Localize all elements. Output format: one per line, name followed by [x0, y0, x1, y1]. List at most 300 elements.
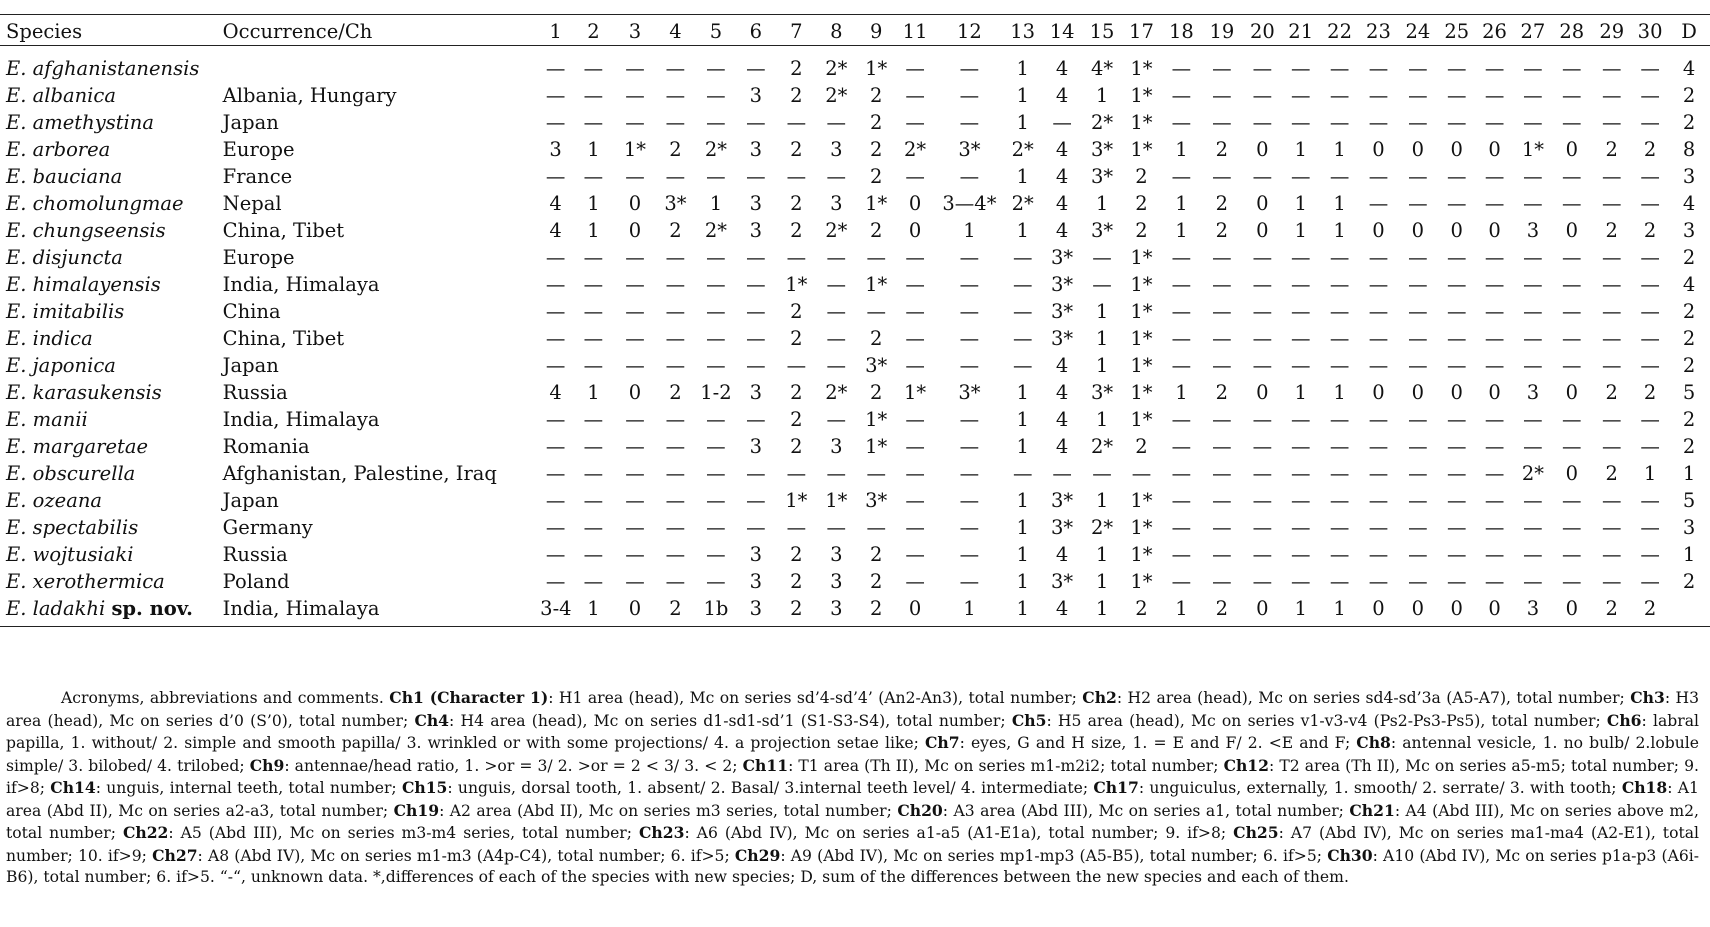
genus-abbrev: E.: [6, 111, 27, 134]
character-value: 4: [1055, 435, 1069, 458]
character-value: —: [1171, 462, 1192, 485]
character-value: 3: [749, 84, 763, 107]
occurrence-cell: France: [222, 165, 293, 188]
character-value: —: [665, 489, 686, 512]
species-epithet: chomolungmae: [32, 192, 184, 215]
character-value: 3*: [1051, 489, 1074, 512]
character-value: —: [1601, 489, 1622, 512]
character-value: —: [545, 570, 566, 593]
character-value: 3: [830, 597, 843, 620]
character-value: —: [1562, 84, 1582, 107]
character-value: —: [706, 543, 726, 566]
table-row: [0, 325, 1710, 352]
character-value: —: [1447, 543, 1467, 566]
character-value: 1*: [865, 273, 888, 296]
character-value: —: [866, 246, 886, 269]
character-value: —: [1212, 84, 1232, 107]
table-row: [0, 136, 1710, 163]
character-value: 1: [1016, 165, 1029, 188]
character-value: —: [1329, 300, 1350, 323]
character-value: —: [1171, 246, 1192, 269]
character-value: —: [583, 273, 604, 296]
character-value: —: [665, 543, 686, 566]
species-name: [0, 45, 223, 82]
character-value: 1*: [865, 57, 888, 80]
character-value: —: [1523, 489, 1543, 512]
difference-sum: 4: [1682, 192, 1696, 215]
character-value: 2*: [1521, 462, 1544, 485]
character-value: 1*: [785, 273, 808, 296]
character-value: —: [1092, 462, 1112, 485]
table-row: [0, 217, 1710, 244]
character-value: —: [959, 57, 980, 80]
character-value: 2: [1135, 435, 1148, 458]
character-value: —: [625, 246, 645, 269]
character-value: —: [1447, 192, 1467, 215]
character-value: —: [1171, 273, 1192, 296]
character-value: —: [1523, 408, 1543, 431]
character-value: 3: [749, 543, 763, 566]
character-comparison-table: [0, 17, 1710, 622]
character-value: —: [959, 273, 980, 296]
character-value: 1*: [1130, 543, 1153, 566]
character-value: —: [959, 246, 980, 269]
table-row: [0, 163, 1710, 190]
character-value: —: [826, 111, 847, 134]
character-value: —: [1447, 300, 1467, 323]
character-value: 0: [1565, 597, 1578, 620]
character-value: 1: [587, 192, 600, 215]
difference-sum: [1668, 595, 1710, 622]
footnote-text: : H2 area (head), Mc on series sd4-sd’3a (A5-A7), total number;: [1116, 689, 1631, 707]
character-value: —: [1447, 327, 1467, 350]
character-value: —: [905, 246, 925, 269]
character-value: 2: [790, 84, 803, 107]
species-name: [0, 109, 223, 136]
header-char: 30: [1637, 19, 1663, 43]
character-value: —: [1523, 246, 1543, 269]
header-char: 28: [1559, 19, 1585, 43]
character-value: —: [1408, 84, 1428, 107]
character-value: —: [905, 165, 925, 188]
character-value: 4: [1055, 84, 1069, 107]
character-value: —: [665, 273, 686, 296]
character-value: 3—4*: [942, 192, 997, 215]
character-value: 3: [830, 435, 843, 458]
character-value: 1*: [1130, 408, 1153, 431]
character-value: —: [1601, 300, 1622, 323]
table-row: [0, 109, 1710, 136]
character-value: 2*: [1090, 111, 1114, 134]
character-value: —: [1640, 57, 1660, 80]
table-row: [0, 487, 1710, 514]
footnote-char-label: Ch18: [1621, 778, 1668, 797]
character-value: —: [545, 327, 566, 350]
character-value: —: [1212, 354, 1232, 377]
new-species-tag: sp. nov.: [111, 597, 193, 620]
character-value: —: [583, 408, 604, 431]
character-value: 0: [1565, 219, 1578, 242]
character-value: 0: [908, 597, 922, 620]
header-char: 26: [1482, 19, 1507, 43]
character-value: 3-4: [540, 597, 572, 620]
character-value: —: [706, 570, 726, 593]
header-char: 11: [902, 19, 928, 43]
character-value: —: [583, 84, 604, 107]
character-value: —: [1640, 300, 1660, 323]
character-value: 2: [790, 57, 803, 80]
species-epithet: albanica: [32, 84, 116, 107]
character-value: —: [583, 543, 604, 566]
character-value: 2*: [825, 57, 848, 80]
species-epithet: ladakhi: [32, 597, 106, 620]
character-value: —: [1212, 300, 1232, 323]
character-value: —: [1329, 543, 1350, 566]
table-row: [0, 244, 1710, 271]
footnote-text: : A4 (Abd III), Mc on series above m2, total number;: [6, 801, 1700, 842]
footnote-text: : H1 area (head), Mc on series sd’4-sd’4’ (An2-An3), total number;: [548, 689, 1083, 707]
character-value: —: [1562, 246, 1582, 269]
character-value: —: [826, 273, 847, 296]
character-value: —: [665, 300, 686, 323]
character-value: 1: [1175, 597, 1188, 620]
character-value: —: [1368, 462, 1389, 485]
character-value: —: [1171, 327, 1192, 350]
character-value: —: [1252, 246, 1273, 269]
character-value: —: [746, 516, 766, 539]
footnote-text: : A1 area (Abd II), Mc on series a2-a3, total number;: [6, 779, 1699, 820]
character-value: —: [1484, 408, 1505, 431]
character-value: 1: [1294, 219, 1307, 242]
character-value: —: [1329, 246, 1350, 269]
species-epithet: margaretae: [32, 435, 149, 458]
character-value: —: [625, 435, 645, 458]
character-value: 2: [669, 219, 682, 242]
character-value: —: [959, 462, 980, 485]
species-name: [0, 244, 223, 271]
character-value: —: [665, 327, 686, 350]
character-value: —: [706, 57, 726, 80]
difference-sum: 3: [1682, 219, 1696, 242]
character-value: —: [1368, 165, 1389, 188]
character-value: —: [959, 435, 980, 458]
character-value: 2*: [704, 138, 727, 161]
character-value: —: [1052, 462, 1072, 485]
character-value: 0: [1488, 597, 1501, 620]
character-value: —: [1252, 327, 1273, 350]
character-value: 2: [790, 327, 803, 350]
species-name: [0, 325, 223, 352]
character-value: —: [1252, 273, 1273, 296]
species-epithet: manii: [32, 408, 88, 431]
character-value: —: [1212, 57, 1232, 80]
top-rule: [0, 14, 1710, 15]
character-value: —: [905, 462, 925, 485]
character-value: 1*: [1521, 138, 1544, 161]
character-value: 0: [1256, 597, 1269, 620]
footnote-char-label: Ch19: [393, 800, 440, 820]
character-value: 2*: [1090, 435, 1114, 458]
species-name: [0, 487, 223, 514]
character-value: —: [1252, 111, 1273, 134]
character-value: 2: [1135, 165, 1148, 188]
character-value: 2*: [1011, 192, 1034, 215]
character-value: —: [1447, 57, 1467, 80]
character-value: 2: [790, 435, 803, 458]
character-value: —: [1640, 489, 1660, 512]
character-value: 1: [1175, 192, 1188, 215]
character-value: —: [1171, 300, 1192, 323]
character-value: —: [786, 165, 807, 188]
character-value: —: [786, 354, 807, 377]
character-value: —: [1290, 516, 1311, 539]
table-row: [0, 541, 1710, 568]
character-value: —: [625, 408, 645, 431]
character-value: —: [1329, 111, 1350, 134]
character-value: 1: [1095, 84, 1109, 107]
character-value: —: [1601, 246, 1622, 269]
footnote-char-label: Ch11: [742, 755, 789, 775]
header-species: Species: [6, 19, 83, 43]
character-value: 3: [749, 381, 763, 404]
character-value: —: [545, 111, 566, 134]
header-char: 14: [1049, 19, 1075, 43]
character-value: —: [786, 516, 807, 539]
character-value: —: [1484, 543, 1505, 566]
genus-abbrev: E.: [6, 138, 27, 161]
character-value: —: [1523, 165, 1543, 188]
character-value: 1*: [825, 489, 848, 512]
character-value: 4: [1055, 381, 1069, 404]
character-value: 3*: [958, 138, 981, 161]
character-value: —: [1601, 327, 1622, 350]
character-value: —: [1484, 354, 1505, 377]
character-value: —: [665, 462, 686, 485]
character-value: —: [1408, 354, 1428, 377]
character-value: —: [583, 354, 604, 377]
difference-sum: 2: [1682, 300, 1696, 323]
character-value: —: [1523, 192, 1543, 215]
character-value: —: [1601, 111, 1622, 134]
character-value: —: [1447, 84, 1467, 107]
character-value: 3: [749, 435, 763, 458]
character-value: 2: [870, 381, 883, 404]
species-epithet: indica: [32, 327, 93, 350]
character-value: —: [545, 543, 566, 566]
character-value: 1*: [1130, 516, 1153, 539]
header-char: 6: [749, 19, 763, 43]
character-value: —: [826, 462, 847, 485]
character-value: —: [1329, 84, 1350, 107]
character-value: 2: [1643, 381, 1657, 404]
character-value: —: [583, 57, 604, 80]
character-value: 2: [1605, 597, 1618, 620]
character-value: —: [1408, 489, 1428, 512]
occurrence-cell: India, Himalaya: [222, 408, 380, 431]
character-value: —: [1252, 462, 1273, 485]
occurrence-cell: Europe: [222, 138, 295, 161]
character-value: 1: [1016, 570, 1029, 593]
character-value: —: [545, 462, 566, 485]
character-value: 2: [1605, 381, 1618, 404]
species-epithet: imitabilis: [32, 300, 125, 323]
character-value: —: [1290, 570, 1311, 593]
character-value: —: [1012, 273, 1033, 296]
character-value: —: [1408, 111, 1428, 134]
character-value: —: [1562, 354, 1582, 377]
table-row: [0, 352, 1710, 379]
character-value: —: [1252, 408, 1273, 431]
character-value: —: [1447, 354, 1467, 377]
character-value: 2: [1643, 219, 1657, 242]
footnote-char-label: Ch5: [1011, 710, 1047, 730]
character-value: 0: [1372, 381, 1385, 404]
character-value: —: [1368, 273, 1389, 296]
character-value: 0: [628, 192, 642, 215]
difference-sum: 4: [1682, 273, 1696, 296]
character-value: —: [1252, 354, 1273, 377]
character-value: —: [1171, 111, 1192, 134]
character-value: —: [1408, 300, 1428, 323]
character-value: —: [665, 408, 686, 431]
genus-abbrev: E.: [6, 192, 27, 215]
character-value: —: [583, 489, 604, 512]
species-name: [0, 271, 223, 298]
character-value: —: [1329, 57, 1350, 80]
character-value: 1: [709, 192, 723, 215]
character-value: 1: [1095, 300, 1109, 323]
character-value: —: [1523, 543, 1543, 566]
character-value: —: [1523, 327, 1543, 350]
character-value: 3*: [1090, 381, 1114, 404]
species-name: [0, 568, 223, 595]
character-value: —: [1368, 246, 1389, 269]
genus-abbrev: E.: [6, 516, 27, 539]
character-value: —: [1484, 300, 1505, 323]
header-occurrence: Occurrence/Ch: [222, 19, 373, 43]
character-value: —: [625, 165, 645, 188]
character-value: 2: [870, 597, 883, 620]
character-value: 0: [1411, 597, 1425, 620]
occurrence-cell: India, Himalaya: [222, 597, 380, 620]
character-value: —: [1212, 435, 1232, 458]
character-value: —: [1329, 408, 1350, 431]
character-value: —: [1329, 516, 1350, 539]
table-body: [0, 45, 1710, 622]
character-value: 1*: [1130, 489, 1153, 512]
character-value: —: [1329, 327, 1350, 350]
difference-sum: 2: [1682, 246, 1696, 269]
character-value: —: [1408, 408, 1428, 431]
character-value: 3: [830, 570, 843, 593]
character-value: —: [1562, 327, 1582, 350]
character-value: —: [866, 300, 886, 323]
character-value: —: [1290, 408, 1311, 431]
character-value: 4*: [1090, 57, 1114, 80]
character-value: —: [1368, 435, 1389, 458]
character-value: —: [905, 111, 925, 134]
character-value: —: [1408, 192, 1428, 215]
character-value: —: [1290, 57, 1311, 80]
character-value: —: [665, 111, 686, 134]
character-value: 0: [1565, 462, 1578, 485]
character-value: 4: [1055, 138, 1069, 161]
character-value: 1: [1095, 543, 1109, 566]
character-value: —: [1290, 489, 1311, 512]
character-value: 2: [870, 570, 883, 593]
character-value: —: [1012, 246, 1033, 269]
character-value: —: [1601, 273, 1622, 296]
character-value: —: [1252, 300, 1273, 323]
character-value: —: [905, 57, 925, 80]
character-value: 2: [790, 219, 803, 242]
occurrence-cell: Afghanistan, Palestine, Iraq: [222, 462, 497, 485]
difference-sum: 8: [1682, 138, 1696, 161]
genus-abbrev: E.: [6, 246, 27, 269]
character-value: 0: [628, 381, 642, 404]
character-value: 2: [870, 327, 883, 350]
character-value: —: [1212, 543, 1232, 566]
character-value: 2: [669, 138, 682, 161]
character-value: —: [1447, 246, 1467, 269]
character-value: 3: [549, 138, 562, 161]
character-value: —: [866, 516, 886, 539]
character-value: —: [1329, 354, 1350, 377]
character-value: —: [1408, 570, 1428, 593]
character-value: —: [1252, 435, 1273, 458]
header-char: 1: [549, 19, 562, 43]
character-value: —: [625, 84, 645, 107]
character-value: —: [1212, 570, 1232, 593]
footnote-char-label: Ch15: [401, 778, 448, 797]
character-value: 0: [1411, 219, 1425, 242]
character-value: —: [746, 246, 766, 269]
character-value: 4: [549, 219, 562, 242]
character-value: —: [545, 354, 566, 377]
character-value: —: [746, 57, 766, 80]
character-value: —: [1640, 354, 1660, 377]
character-value: —: [1329, 435, 1350, 458]
character-value: 2*: [1011, 138, 1034, 161]
character-value: 2: [669, 381, 682, 404]
character-value: 1: [1294, 381, 1307, 404]
species-epithet: japonica: [32, 354, 116, 377]
character-value: —: [905, 84, 925, 107]
species-epithet: afghanistanensis: [32, 57, 200, 80]
character-value: 1: [1333, 219, 1346, 242]
character-value: 1: [1333, 138, 1346, 161]
character-value: —: [1523, 300, 1543, 323]
character-value: —: [1601, 354, 1622, 377]
character-value: 0: [628, 219, 642, 242]
header-char: 7: [790, 19, 803, 43]
character-value: —: [545, 300, 566, 323]
footnote-char-label: Ch8: [1356, 733, 1391, 752]
character-value: 1*: [865, 435, 888, 458]
character-value: —: [1408, 273, 1428, 296]
character-value: 1: [1016, 57, 1029, 80]
character-value: —: [706, 246, 726, 269]
character-value: 3*: [1051, 570, 1074, 593]
character-value: —: [545, 84, 566, 107]
difference-sum: 2: [1682, 327, 1696, 350]
character-value: —: [665, 354, 686, 377]
character-value: 0: [1256, 138, 1269, 161]
character-value: —: [826, 327, 847, 350]
character-value: —: [1052, 111, 1072, 134]
genus-abbrev: E.: [6, 408, 27, 431]
character-value: —: [826, 246, 847, 269]
